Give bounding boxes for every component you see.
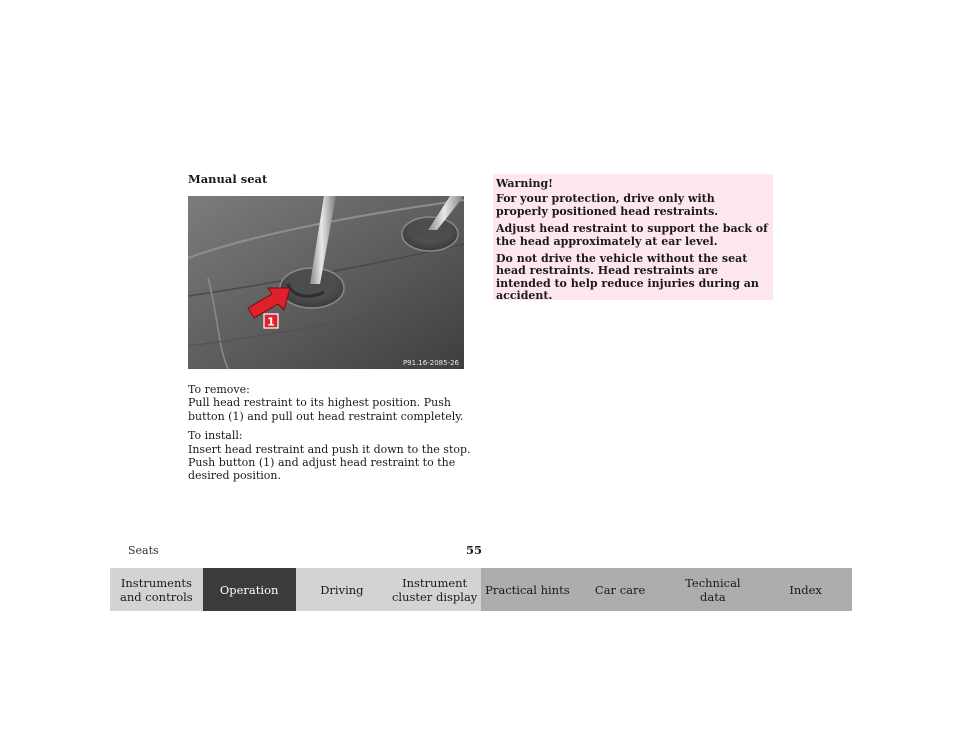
tab-operation[interactable]: Operation: [203, 568, 296, 611]
remove-label: To remove:: [188, 383, 250, 396]
page-number: 55: [466, 543, 483, 557]
head-restraint-photo: [188, 196, 464, 369]
callout-number: 1: [267, 315, 275, 329]
footer-section-name: Seats: [128, 544, 159, 557]
warning-line-1: For your protection, drive only with properly positioned head restraints.: [496, 192, 719, 218]
head-restraint-illustration: [188, 196, 464, 369]
warning-title: Warning!: [496, 177, 554, 190]
figure-code: P91.16-2085-26: [402, 359, 459, 367]
section-heading: Manual seat: [188, 172, 268, 186]
remove-instructions: [188, 383, 478, 423]
tab-practical-hints[interactable]: Practical hints: [481, 568, 574, 611]
tab-driving[interactable]: Driving: [296, 568, 389, 611]
install-text: Insert head restraint and push it down to the stop. Push button (1) and adjust head restraint to the desired position.: [188, 442, 471, 483]
install-label: To install:: [188, 429, 243, 443]
remove-text: Pull head restraint to its highest position. Push button (1) and pull out head restraint completely.: [188, 396, 464, 423]
instructions: [188, 383, 478, 489]
warning-box: [493, 174, 773, 303]
tab-instruments-and-controls[interactable]: Instruments and controls: [110, 568, 203, 611]
tab-instrument-cluster-display[interactable]: Instrument cluster display: [388, 568, 481, 611]
chapter-navigation: [110, 568, 852, 611]
warning-line-3: Do not drive the vehicle without the seat head restraints. Head restraints are intended to help reduce injuries during an accident.: [496, 252, 759, 303]
tab-car-care[interactable]: Car care: [574, 568, 667, 611]
tab-technical-data[interactable]: Technical data: [667, 568, 760, 611]
tab-index[interactable]: Index: [759, 568, 852, 611]
warning-line-2: Adjust head restraint to support the back of the head approximately at ear level.: [496, 222, 768, 248]
install-instructions: [188, 429, 478, 483]
